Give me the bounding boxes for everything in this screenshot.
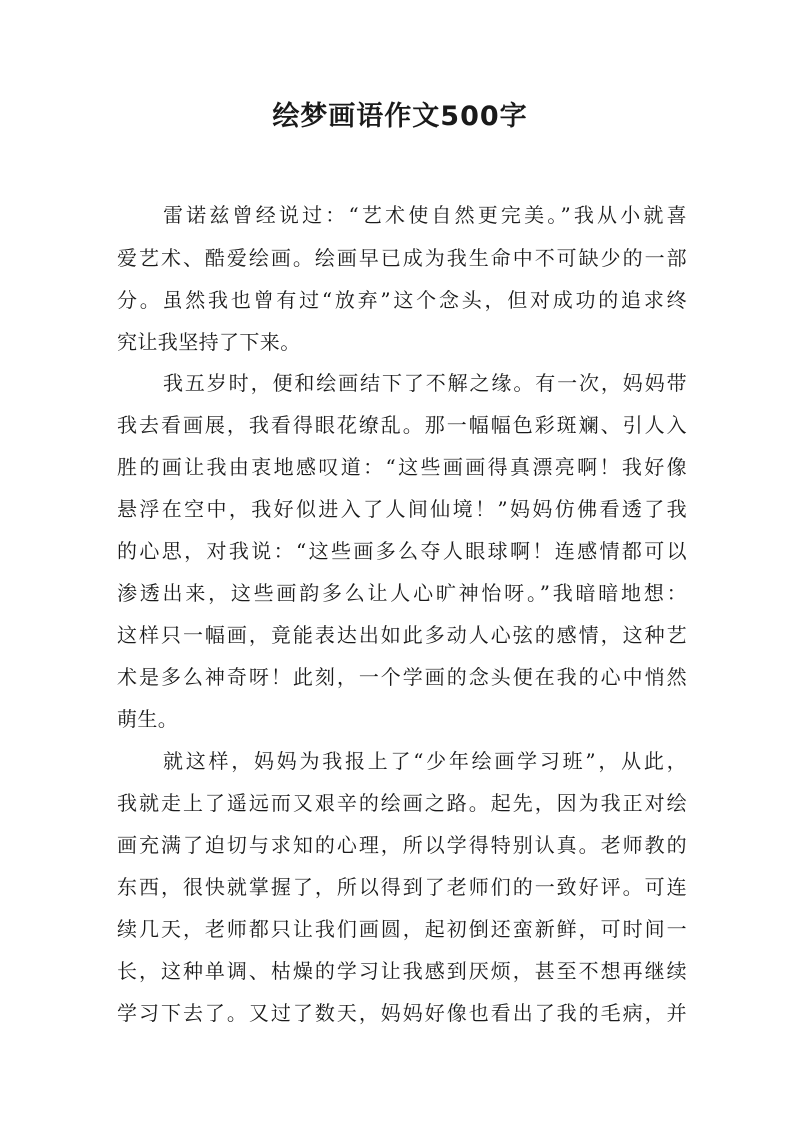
- text-line: 我五岁时，便和绘画结下了不解之缘。有一次，妈妈带: [163, 371, 687, 395]
- text-line: 我去看画展，我看得眼花缭乱。那一幅幅色彩斑斓、引人入: [117, 413, 687, 437]
- text-line: 续几天，老师都只让我们画圆，起初倒还蛮新鲜，可时间一: [117, 917, 687, 941]
- text-line: 爱艺术、酷爱绘画。绘画早已成为我生命中不可缺少的一部: [117, 246, 687, 270]
- text-line: 画充满了迫切与求知的心理，所以学得特别认真。老师教的: [117, 833, 687, 857]
- text-line: 的心思，对我说：“这些画多么夺人眼球啊！连感情都可以: [117, 539, 687, 563]
- text-line: 分。虽然我也曾有过“放弃”这个念头，但对成功的追求终: [117, 288, 687, 312]
- text-line: 就这样，妈妈为我报上了“少年绘画学习班”，从此，: [163, 749, 687, 773]
- document-title: 绘梦画语作文500字: [272, 101, 528, 132]
- text-line: 这样只一幅画，竟能表达出如此多动人心弦的感情，这种艺: [117, 623, 687, 647]
- text-line: 学习下去了。又过了数天，妈妈好像也看出了我的毛病，并: [117, 1001, 687, 1025]
- text-line: 长，这种单调、枯燥的学习让我感到厌烦，甚至不想再继续: [117, 959, 687, 983]
- text-line: 术是多么神奇呀！此刻，一个学画的念头便在我的心中悄然: [117, 665, 687, 689]
- text-line: 东西，很快就掌握了，所以得到了老师们的一致好评。可连: [117, 875, 687, 899]
- text-line: 渗透出来，这些画韵多么让人心旷神怡呀。”我暗暗地想：: [117, 581, 687, 605]
- text-line: 我就走上了遥远而又艰辛的绘画之路。起先，因为我正对绘: [117, 791, 687, 815]
- text-line: 雷诺兹曾经说过：“艺术使自然更完美。”我从小就喜: [163, 203, 687, 227]
- text-line: 胜的画让我由衷地感叹道：“这些画画得真漂亮啊！我好像: [117, 455, 687, 479]
- text-line: 究让我坚持了下来。: [117, 330, 301, 354]
- text-line: 萌生。: [117, 707, 179, 731]
- text-line: 悬浮在空中，我好似进入了人间仙境！”妈妈仿佛看透了我: [117, 497, 687, 521]
